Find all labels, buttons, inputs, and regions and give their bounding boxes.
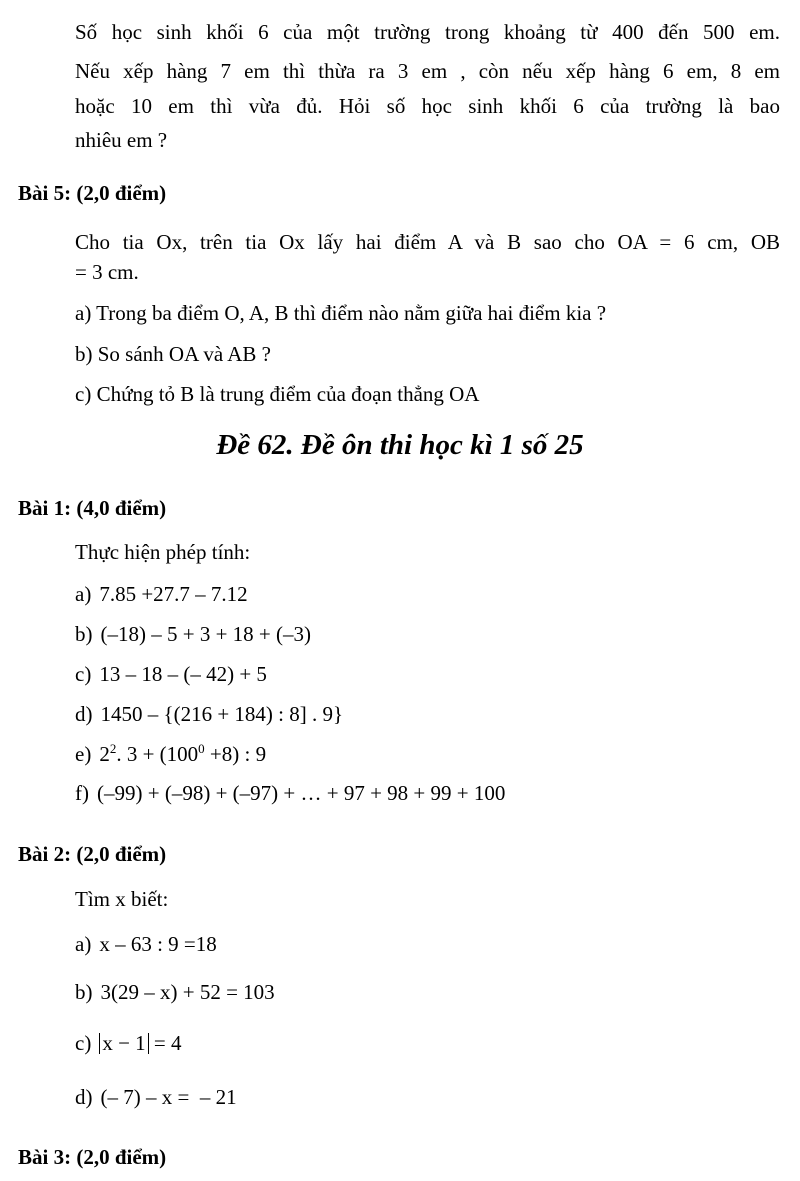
item-expression: 3(29 – x) + 52 = 103 [100,980,275,1004]
item-expression: (–99) + (–98) + (–97) + … + 97 + 98 + 99 + 100 [97,781,506,805]
bai2-item-c [75,1031,182,1056]
item-expression: 1450 – {(216 + 184) : 8] . 9} [100,702,344,726]
intro-line-3: hoặc 10 em thì vừa đủ. Hỏi số học sinh khối 6 của trường là bao [75,94,780,118]
item-label: b) [75,980,93,1004]
bai1-item-d [75,702,343,727]
item-expression: 7.85 +27.7 – 7.12 [99,582,248,606]
bai5-item-b: b) So sánh OA và AB ? [75,342,271,366]
intro-line-2: Nếu xếp hàng 7 em thì thừa ra 3 em , còn nếu xếp hàng 6 em, 8 em [75,59,780,83]
bai2-item-b [75,980,275,1005]
bai2-item-a [75,932,217,957]
intro-line-1: Số học sinh khối 6 của một trường trong khoảng từ 400 đến 500 em. [75,20,780,44]
absolute-value: x − 1 [99,1033,148,1054]
bai5-item-a: a) Trong ba điểm O, A, B thì điểm nào nằm giữa hai điểm kia ? [75,301,607,325]
item-label: d) [75,1085,93,1109]
item-expression: 13 – 18 – (– 42) + 5 [99,662,267,686]
item-label: c) [75,662,92,686]
exam-title: Đề 62. Đề ôn thi học kì 1 số 25 [216,429,584,461]
item-expression: x – 63 : 9 =18 [99,932,217,956]
bai5-line-2: = 3 cm. [75,260,139,284]
intro-line-4: nhiêu em ? [75,128,168,152]
bai3-heading: Bài 3: (2,0 điểm) [18,1145,167,1169]
item-expression: (– 7) – x = – 21 [100,1085,237,1109]
item-label: e) [75,742,92,766]
bai1-item-b [75,622,311,647]
item-label: f) [75,781,89,805]
item-expression: x − 1 = 4 [99,1031,181,1055]
item-label: c) [75,1031,92,1055]
item-label: d) [75,702,93,726]
bai2-item-d [75,1085,237,1110]
item-expression: $2^2$. $3 + (100^0 +8)$ : 9 [99,741,267,766]
bai1-heading: Bài 1: (4,0 điểm) [18,496,167,520]
bai5-item-c: c) Chứng tỏ B là trung điểm của đoạn thẳng OA [75,382,480,406]
bai1-item-a [75,582,248,607]
item-label: a) [75,582,92,606]
item-label: b) [75,622,93,646]
bai5-heading: Bài 5: (2,0 điểm) [18,181,167,205]
bai1-item-c [75,662,267,687]
bai1-item-f [75,781,505,806]
bai5-line-1: Cho tia Ox, trên tia Ox lấy hai điểm A và B sao cho OA = 6 cm, OB [75,230,780,254]
bai2-heading: Bài 2: (2,0 điểm) [18,842,167,866]
bai2-prompt: Tìm x biết: [75,887,169,911]
item-label: a) [75,932,92,956]
bai1-item-e [75,741,266,767]
bai1-prompt: Thực hiện phép tính: [75,540,251,564]
item-expression: (–18) – 5 + 3 + 18 + (–3) [100,622,312,646]
